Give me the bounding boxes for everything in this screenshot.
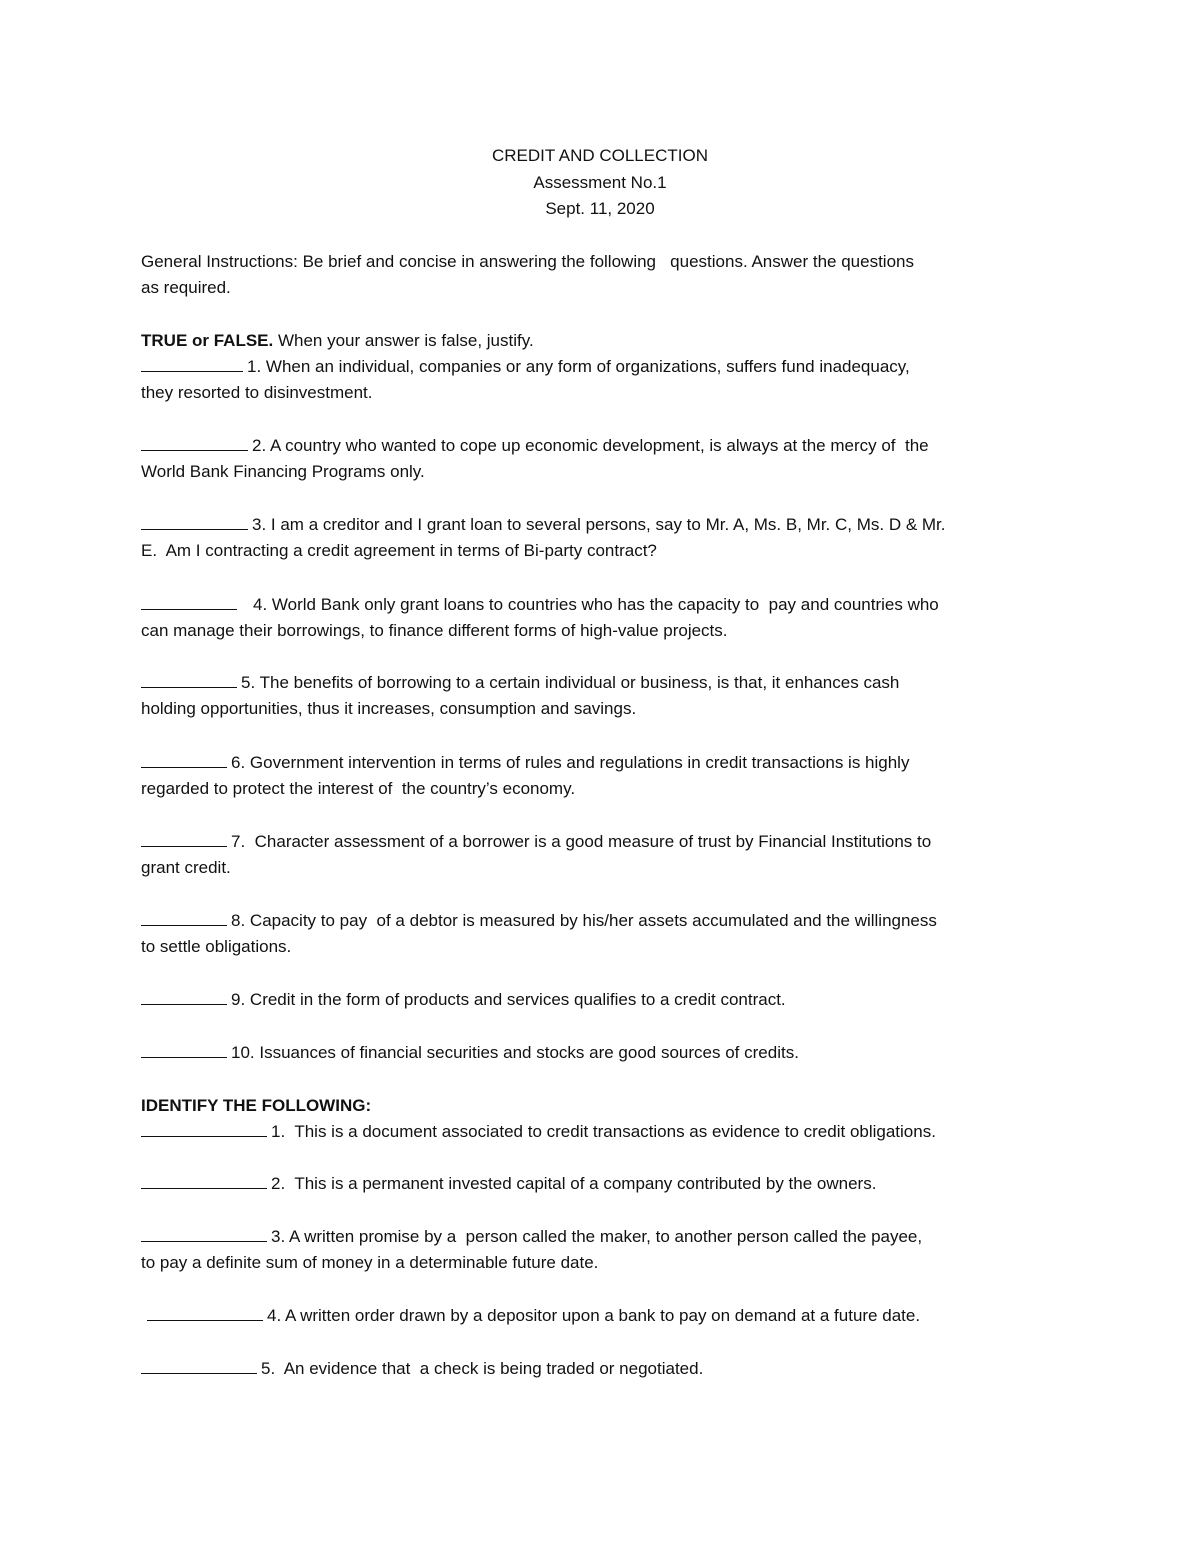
item-text: This is a permanent invested capital of a company contributed by the owners. — [285, 1174, 877, 1193]
item-number: 4. — [253, 595, 268, 614]
item-text: A written promise by a person called the maker, to another person called the payee, — [285, 1227, 923, 1246]
item-text: A written order drawn by a depositor upon a bank to pay on demand at a future date. — [281, 1306, 921, 1325]
item-text-continued: World Bank Financing Programs only. — [141, 462, 425, 481]
item-text: An evidence that a check is being traded or negotiated. — [275, 1359, 704, 1378]
tf-item-8 — [141, 908, 1051, 960]
answer-blank[interactable] — [141, 987, 227, 1005]
item-text: Government intervention in terms of rules and regulations in credit transactions is highly — [245, 753, 910, 772]
item-number: 2. — [271, 1174, 286, 1193]
instructions-line-2: as required. — [141, 278, 231, 297]
item-text-continued: to settle obligations. — [141, 937, 292, 956]
document-title: CREDIT AND COLLECTION — [491, 146, 708, 165]
item-text-continued: to pay a definite sum of money in a determinable future date. — [141, 1253, 599, 1272]
item-text-continued: can manage their borrowings, to finance different forms of high-value projects. — [141, 621, 728, 640]
answer-blank[interactable] — [141, 750, 227, 768]
item-text: Issuances of financial securities and stocks are good sources of credits. — [254, 1043, 799, 1062]
item-text-continued: E. Am I contracting a credit agreement in terms of Bi-party contract? — [141, 541, 657, 560]
assessment-date: Sept. 11, 2020 — [545, 199, 655, 218]
answer-blank[interactable] — [141, 1224, 267, 1242]
answer-blank[interactable] — [141, 1040, 227, 1058]
tf-item-3 — [141, 512, 1051, 564]
answer-blank[interactable] — [141, 1119, 267, 1137]
item-number: 2. — [252, 436, 267, 455]
item-number: 1. — [271, 1122, 286, 1141]
tf-item-7 — [141, 829, 1051, 881]
item-text: World Bank only grant loans to countries who has the capacity to pay and countries who — [267, 595, 939, 614]
answer-blank[interactable] — [141, 670, 237, 688]
item-text: Capacity to pay of a debtor is measured by his/her assets accumulated and the willingness — [245, 911, 937, 930]
answer-blank[interactable] — [141, 1356, 257, 1374]
answer-blank[interactable] — [141, 592, 237, 610]
true-false-heading — [141, 328, 1051, 354]
answer-blank[interactable] — [141, 908, 227, 926]
answer-blank[interactable] — [141, 433, 248, 451]
tf-item-1 — [141, 354, 1051, 406]
item-number: 1. — [247, 357, 262, 376]
item-number: 3. — [271, 1227, 286, 1246]
item-text: The benefits of borrowing to a certain individual or business, is that, it enhances cash — [255, 673, 900, 692]
id-item-5 — [141, 1356, 1051, 1382]
tf-item-4 — [141, 592, 1051, 644]
answer-blank[interactable] — [141, 512, 248, 530]
item-number: 9. — [231, 990, 246, 1009]
item-number: 7. — [231, 832, 246, 851]
general-instructions — [141, 249, 1051, 301]
item-text: Character assessment of a borrower is a good measure of trust by Financial Institutions to — [245, 832, 932, 851]
item-number: 8. — [231, 911, 246, 930]
tf-item-10 — [141, 1040, 1051, 1066]
item-number: 5. — [241, 673, 256, 692]
item-text-continued: grant credit. — [141, 858, 231, 877]
answer-blank[interactable] — [141, 1171, 267, 1189]
item-text: A country who wanted to cope up economic development, is always at the mercy of the — [266, 436, 929, 455]
item-number: 3. — [252, 515, 267, 534]
item-number: 5. — [261, 1359, 276, 1378]
item-text: This is a document associated to credit transactions as evidence to credit obligations. — [285, 1122, 936, 1141]
item-number: 4. — [267, 1306, 282, 1325]
item-text-continued: they resorted to disinvestment. — [141, 383, 373, 402]
item-text: Credit in the form of products and services qualifies to a credit contract. — [245, 990, 786, 1009]
tf-item-6 — [141, 750, 1051, 802]
item-text: I am a creditor and I grant loan to several persons, say to Mr. A, Ms. B, Mr. C, Ms. D & Mr. — [266, 515, 946, 534]
item-number: 10. — [231, 1043, 255, 1062]
item-text-continued: holding opportunities, thus it increases, consumption and savings. — [141, 699, 637, 718]
id-item-1 — [141, 1119, 1051, 1145]
instructions-line-1: General Instructions: Be brief and concise in answering the following questions. Answer the questions — [141, 252, 914, 271]
item-number: 6. — [231, 753, 246, 772]
item-text-continued: regarded to protect the interest of the country’s economy. — [141, 779, 576, 798]
true-false-directions: When your answer is false, justify. — [273, 331, 534, 350]
answer-blank[interactable] — [141, 354, 243, 372]
tf-item-2 — [141, 433, 1051, 485]
assessment-number: Assessment No.1 — [533, 173, 667, 192]
tf-item-5 — [141, 670, 1051, 722]
identify-heading: IDENTIFY THE FOLLOWING: — [141, 1096, 372, 1115]
id-item-4 — [141, 1303, 1051, 1329]
id-item-3 — [141, 1224, 1051, 1276]
answer-blank[interactable] — [141, 829, 227, 847]
true-false-title: TRUE or FALSE. — [141, 331, 274, 350]
id-item-2 — [141, 1171, 1051, 1197]
answer-blank[interactable] — [147, 1303, 263, 1321]
item-text: When an individual, companies or any form of organizations, suffers fund inadequacy, — [261, 357, 910, 376]
tf-item-9 — [141, 987, 1051, 1013]
